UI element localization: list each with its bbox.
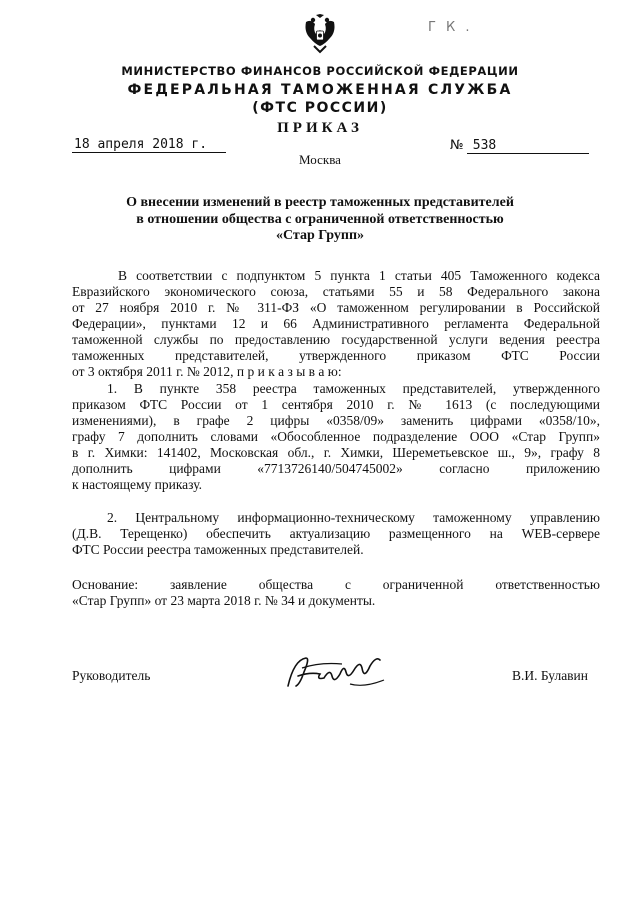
- handwritten-note: Г К .: [428, 20, 473, 35]
- title-line: в отношении общества с ограниченной ответственностью: [136, 211, 504, 227]
- order-item-1: [72, 381, 600, 493]
- text-line: 2. Центральному информационно-техническому таможенному управлению: [107, 510, 600, 525]
- document-type: ПРИКАЗ: [277, 120, 363, 136]
- signatory-position: Руководитель: [72, 668, 151, 683]
- text-line: ФТС России реестра таможенных представителей.: [72, 542, 364, 557]
- preamble-paragraph: [72, 268, 600, 380]
- number-sign: №: [450, 138, 464, 153]
- text-line: изменениями), в графе 2 цифры «0358/09» заменить цифрами «0358/10»,: [72, 413, 600, 428]
- order-number: 538: [467, 138, 589, 154]
- text-line: Федерации», пунктами 12 и 66 Административного регламента Федеральной: [72, 316, 600, 331]
- text-line: от 27 ноября 2010 г. № 311-ФЗ «О таможенном регулировании в Российской: [72, 300, 600, 315]
- text-line: от 3 октября 2011 г. № 2012, п р и к а з ы в а ю:: [72, 364, 342, 379]
- text-line: Основание: заявление общества с ограниченной ответственностью: [72, 577, 600, 592]
- handwritten-signature: [280, 650, 390, 694]
- city: Москва: [299, 152, 341, 167]
- text-line: дополнить цифрами «7713726140/504745002» согласно приложению: [72, 461, 600, 476]
- text-line: таможенной службы по предоставлению государственной услуги ведения реестра: [72, 332, 600, 347]
- signatory-name: В.И. Булавин: [512, 668, 589, 683]
- order-item-2: [72, 510, 600, 558]
- text-line: (Д.В. Терещенко) обеспечить актуализацию размещенного на WEB-сервере: [72, 526, 600, 541]
- text-line: 1. В пункте 358 реестра таможенных представителей, утвержденного: [107, 381, 600, 396]
- coat-of-arms-icon: [303, 14, 337, 54]
- text-line: «Стар Групп» от 23 марта 2018 г. № 34 и документы.: [72, 593, 376, 608]
- order-date: 18 апреля 2018 г.: [72, 137, 226, 153]
- text-line: Евразийского экономического союза, статьями 55 и 58 Федерального закона: [72, 284, 600, 299]
- text-line: графу 7 дополнить словами «Обособленное подразделение ООО «Стар Групп»: [72, 429, 600, 444]
- text-line: к настоящему приказу.: [72, 477, 202, 492]
- service-name: ФЕДЕРАЛЬНАЯ ТАМОЖЕННАЯ СЛУЖБА: [127, 82, 513, 98]
- document-title: [0, 195, 640, 245]
- basis-paragraph: [72, 577, 600, 609]
- text-line: приказом ФТС России от 1 сентября 2010 г. № 1613 (с последующими: [72, 397, 600, 412]
- ministry-name: МИНИСТЕРСТВО ФИНАНСОВ РОССИЙСКОЙ ФЕДЕРАЦИИ: [121, 64, 519, 78]
- text-line: В соответствии с подпунктом 5 пункта 1 статьи 405 Таможенного кодекса: [118, 268, 600, 283]
- text-line: таможенных представителей, утвержденного приказом ФТС России: [72, 348, 600, 363]
- title-line: О внесении изменений в реестр таможенных представителей: [126, 195, 514, 210]
- title-line: «Стар Групп»: [275, 228, 365, 243]
- text-line: в г. Химки: 141402, Московская обл., г. Химки, Шереметьевское ш., 9», графу 8: [72, 445, 600, 460]
- service-abbreviation: (ФТС РОССИИ): [252, 100, 388, 116]
